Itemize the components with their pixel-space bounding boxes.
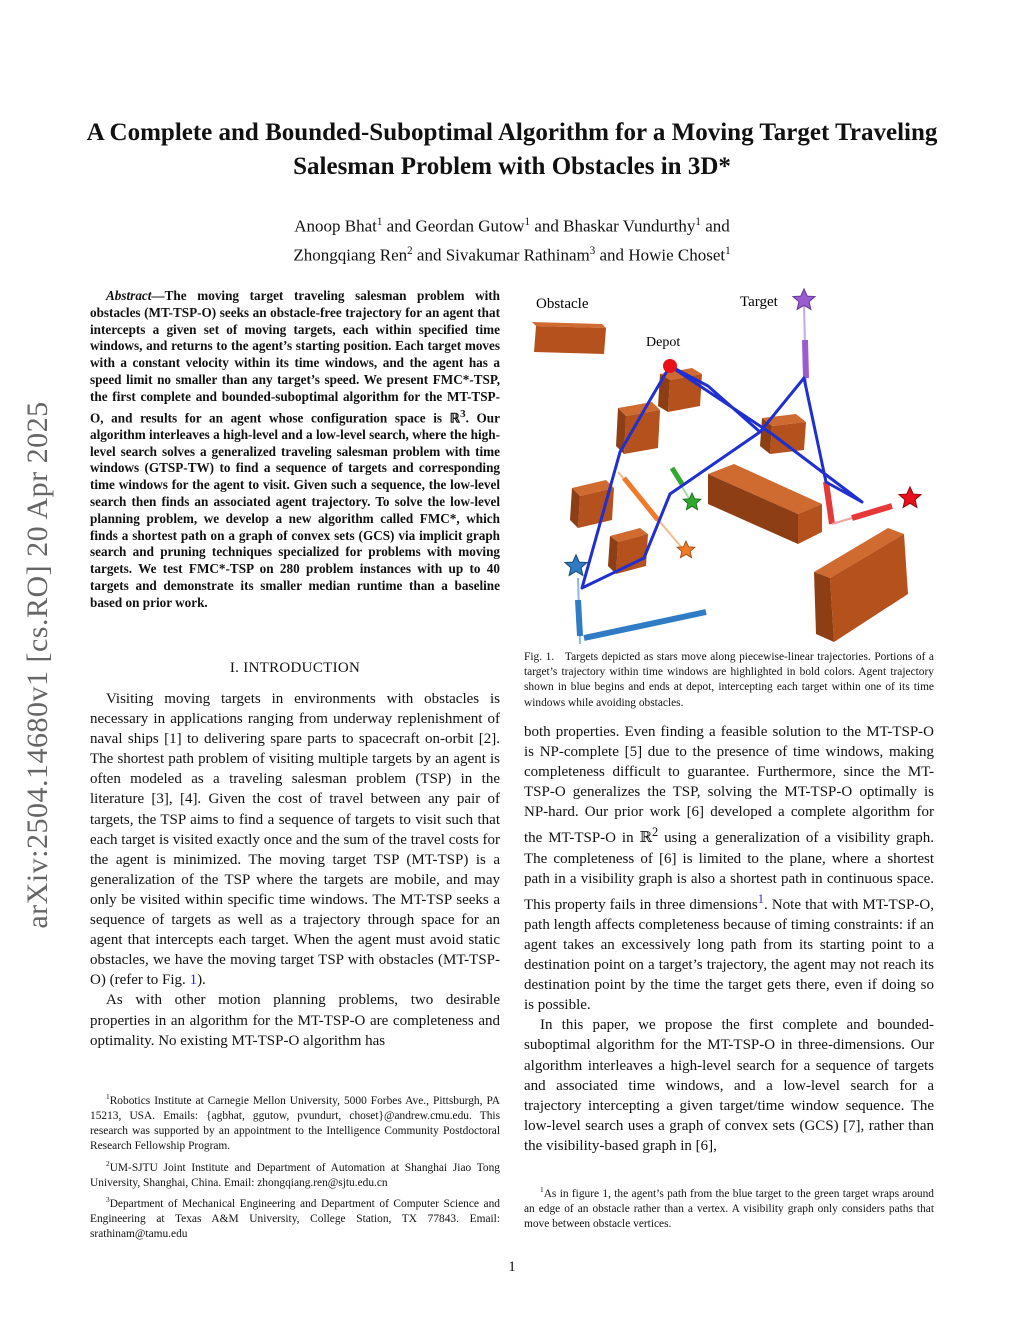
target-trajectory-green: [672, 468, 690, 500]
author-line-2: Zhongqiang Ren$^2$ and Sivakumar Rathinam$^3$ and Howie Choset$^1$: [293, 244, 731, 265]
paper-title: A Complete and Bounded-Suboptimal Algorithm for a Moving Target Traveling Salesman Problem with Obstacles in 3D*: [86, 119, 938, 180]
obstacle-label: Obstacle: [536, 296, 589, 312]
footnote-ref-link[interactable]: 1: [757, 891, 764, 906]
obstacle: [708, 464, 822, 544]
section-heading: I. INTRODUCTION: [229, 660, 361, 676]
arxiv-stamp: [16, 370, 60, 960]
abstract-text: Abstract—The moving target traveling salesman problem with obstacles (MT-TSP-O) seeks an obstacle-free trajectory for an agent that intercepts a given set of moving targets, each within specified time windows, and returns to the agent’s starting position. Each target moves with a constant velocity within its time windows, and the agent has a speed limit no smaller than any target’s speed. We present FMC*-TSP, the first complete and bounded-suboptimal algorithm for the MT-TSP-O, and results for an agent whose configuration space is ℝ$^3$. Our algorithm interleaves a high-level and a low-level search, where the high-level search solves a generalized traveling salesman problem with time windows (GTSP-TW) to find a sequence of targets and corresponding time windows for the agent to visit. Given such a sequence, the low-level search then finds an associated agent trajectory. To solve the low-level planning problem, we develop a new algorithm called FMC*, which finds a shortest path on a graph of convex sets (GCS) via implicit graph search and pruning techniques specialized for problems with moving targets. We test FMC*-TSP on 280 problem instances with up to 40 targets and demonstrate its smaller median runtime than a baseline based on prior work.: [90, 288, 500, 610]
author-name: Howie Choset: [628, 245, 726, 265]
obstacle: [760, 414, 806, 454]
footnote: $^1$As in figure 1, the agent’s path from the blue target to the green target wraps around an edge of an obstacle rather than a vertex. A visibility graph only considers paths that move between obstacle vertices.: [524, 1185, 934, 1231]
obstacle: [570, 480, 614, 528]
author-name: Anoop Bhat: [294, 216, 377, 236]
depot-label: Depot: [646, 335, 681, 350]
abstract-label: Abstract: [106, 288, 152, 303]
footnote: $^3$Department of Mechanical Engineering and Department of Computer Science and Engineering at Texas A&M University, College Station, TX 77843. Email: srathinam@tamu.edu: [90, 1194, 500, 1241]
target-trajectory-blue: [578, 578, 706, 644]
obstacle: [532, 322, 606, 354]
figure-illustration: [520, 282, 940, 650]
obstacle: [814, 528, 908, 642]
target-star-red-icon: [899, 487, 921, 507]
target-star-blue-icon: [565, 555, 587, 575]
depot-marker: [663, 359, 677, 373]
figure-ref-link[interactable]: 1: [189, 972, 198, 989]
figure-1: [520, 282, 940, 650]
author-line-1: Anoop Bhat$^1$ and Geordan Gutow$^1$ and Bhaskar Vundurthy$^1$ and: [294, 216, 730, 236]
intro-right-column: [524, 722, 934, 1156]
author-name: Geordan Gutow: [415, 216, 525, 236]
intro-left-column: [90, 689, 500, 1051]
arxiv-id: arXiv:2504.14680v1 [cs.RO] 20 Apr 2025: [21, 401, 54, 929]
abstract-block: [90, 288, 500, 612]
target-trajectory-purple: [804, 304, 806, 386]
target-star-orange-icon: [677, 541, 695, 558]
page-number: 1: [508, 1259, 516, 1275]
footnote: $^1$Robotics Institute at Carnegie Mellon University, 5000 Forbes Ave., Pittsburgh, PA 15213, USA. Emails: {agbhat, ggutow, pvundurt, choset}@andrew.cmu.edu. This research was supported by an appointment to the Intelligence Community Postdoctoral Research Fellowship Program.: [90, 1092, 500, 1153]
author-name: Zhongqiang Ren: [293, 245, 408, 265]
target-label: Target: [740, 294, 778, 310]
footnote: $^2$UM-SJTU Joint Institute and Department of Automation at Shanghai Jiao Tong University, Shanghai, China. Email: zhongqiang.ren@sjtu.edu.cn: [90, 1158, 500, 1189]
paragraph: As with other motion planning problems, two desirable properties in an algorithm for the MT-TSP-O are completeness and optimality. No existing MT-TSP-O algorithm has: [90, 992, 500, 1049]
figure-caption: Fig. 1. Targets depicted as stars move along piecewise-linear trajectories. Portions of a target’s trajectory within time windows are highlighted in bold colors. Agent trajectory shown in blue begins and ends at depot, intercepting each target within one of its time windows while avoiding obstacles.: [524, 651, 934, 709]
paragraph: Visiting moving targets in environments with obstacles is necessary in applications ranging from underway replenishment of naval ships [1] to delivering spare parts to spacecraft on-orbit [2]. The shortest path problem of visiting multiple targets by an agent is often modeled as a traveling salesman problem (TSP) in the literature [3], [4]. Given the cost of travel between any pair of targets, the TSP aims to find a sequence of targets to visit such that each target is visited exactly once and the sum of the travel costs for the agent is minimized. The moving target TSP (MT-TSP) is a generalization of the TSP where the targets are mobile, and may only be visited within specific time windows. The MT-TSP seeks a sequence of targets as well as a trajectory through space for an agent that intercepts each target. When the agent must avoid static obstacles, we have the moving target TSP with obstacles (MT-TSP-O) (refer to Fig. 1).: [90, 691, 500, 989]
caption-label: Fig. 1.: [524, 651, 555, 663]
author-name: Bhaskar Vundurthy: [563, 216, 696, 236]
affiliation-footnotes: [90, 1089, 500, 1243]
paragraph: both properties. Even finding a feasible solution to the MT-TSP-O is NP-complete [5] due to the presence of time windows, making completeness difficult to guarantee. Furthermore, since the MT-TSP-O generalizes the TSP, solving the MT-TSP-O optimally is NP-hard. Our prior work [6] developed a complete algorithm for the MT-TSP-O in ℝ$^2$ using a generalization of a visibility graph. The completeness of [6] is limited to the plane, where a shortest path in a visibility graph is also a shortest path in continuous space. This property fails in three dimensions$^1$. Note that with MT-TSP-O, path length affects completeness because of timing constraints: if an agent takes an excessively long path from its starting point to a destination point on a target’s trajectory, the agent may not reach its destination point by the time the target gets there, even if doing so is possible.: [524, 724, 934, 1014]
author-name: Sivakumar Rathinam: [445, 245, 590, 265]
paragraph: In this paper, we propose the first complete and bounded-suboptimal algorithm for the MT-TSP-O in three-dimensions. Our algorithm interleaves a high-level search for a sequence of targets and associated time windows, and a low-level search for a trajectory intercepting a given target/time window sequence. The low-level search uses a graph of convex sets (GCS) [7], rather than the visibility-based graph in [6],: [524, 1017, 934, 1154]
author-list: [80, 210, 944, 267]
target-star-green-icon: [683, 493, 701, 510]
